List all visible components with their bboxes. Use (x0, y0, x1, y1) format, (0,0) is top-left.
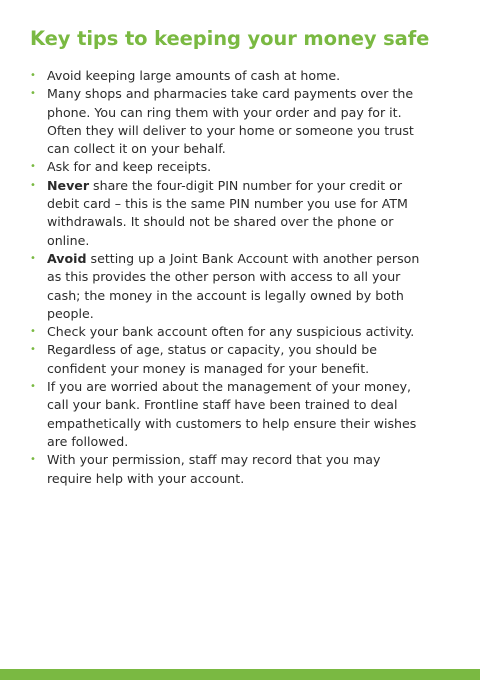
bullet-icon: • (30, 179, 36, 191)
tip-text: With your permission, staff may record that you may require help with your account. (47, 452, 381, 486)
tip-item-5 (28, 250, 428, 323)
tip-item-4 (28, 177, 428, 250)
tip-text: If you are worried about the management of your money, call your bank. Frontline staff have been trained to deal empathetically with customers to help ensure their wishes are followed. (47, 379, 417, 449)
bullet-icon: • (30, 161, 36, 173)
tip-item-7 (28, 341, 428, 378)
tip-text: share the four-digit PIN number for your credit or debit card – this is the same PIN number you use for ATM withdrawals. It should not be shared over the phone or online. (47, 177, 408, 248)
tip-text: Ask for and keep receipts. (47, 159, 212, 175)
tip-text: Avoid keeping large amounts of cash at home. (47, 68, 341, 83)
tip-item-2 (28, 85, 428, 158)
tip-item-6 (28, 323, 428, 341)
tip-item-3 (28, 158, 428, 176)
bullet-icon: • (30, 70, 36, 81)
tip-item-9 (28, 451, 428, 488)
bullet-icon: • (30, 252, 36, 264)
bullet-icon: • (30, 326, 36, 338)
tip-emphasis: Never (47, 177, 90, 193)
tip-text: setting up a Joint Bank Account with another person as this provides the other person with access to all your cash; the money in the account is legally owned by both people. (47, 250, 420, 321)
bullet-icon: • (30, 381, 36, 393)
bullet-icon: • (30, 454, 36, 466)
tips-list (28, 67, 428, 488)
tip-emphasis: Avoid (47, 250, 87, 266)
footer-accent-bar (0, 669, 480, 680)
tip-text: Regardless of age, status or capacity, you should be confident your money is managed for your benefit. (47, 342, 377, 376)
tip-item-1 (28, 67, 428, 85)
tip-item-8 (28, 378, 428, 451)
bullet-icon: • (30, 88, 36, 100)
tip-text: Many shops and pharmacies take card payments over the phone. You can ring them with your order and pay for it. Often they will deliver to your home or someone you trust can collect it on your behalf. (47, 86, 414, 157)
bullet-icon: • (30, 344, 36, 356)
tip-text: Check your bank account often for any suspicious activity. (47, 324, 415, 340)
page-title: Key tips to keeping your money safe (30, 27, 430, 50)
